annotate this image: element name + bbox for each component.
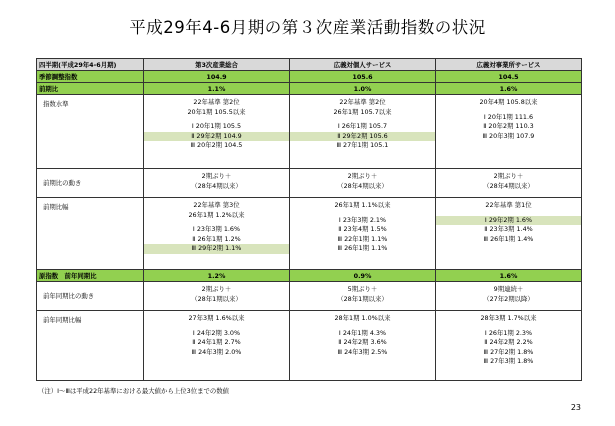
text-line: Ⅲ 24年3期 2.0%	[191, 347, 242, 356]
text-line: 28年1期 1.0%以来	[334, 314, 391, 322]
text-line: 20年4期 105.8以来	[479, 98, 538, 106]
text-line: Ⅰ 24年2期 3.0%	[192, 328, 241, 337]
row-label: 指数水準	[37, 95, 144, 169]
yoy-rate-row	[37, 311, 582, 381]
detail-cell	[436, 198, 582, 270]
text-line: Ⅱ 24年2期 3.6%	[338, 338, 387, 346]
text-line: 26年1期 1.2%以来	[188, 210, 245, 219]
text-line: Ⅰ 20年1期 105.5	[191, 122, 242, 130]
row-label: 前期比の動き	[37, 169, 144, 198]
text-line: Ⅱ 24年1期 2.7%	[192, 338, 241, 346]
value-cell: 104.9	[144, 71, 290, 83]
value-cell: 1.0%	[290, 83, 436, 95]
text-line: Ⅱ 23年3期 1.4%	[484, 225, 533, 233]
text-line: Ⅰ 23年3期 1.6%	[192, 225, 241, 233]
detail-cell	[144, 169, 290, 198]
column-header: 第3次産業総合	[144, 59, 290, 71]
text-line: Ⅰ 26年1期 105.7	[337, 122, 388, 130]
text-line: 2期ぶり＋	[347, 172, 378, 180]
highlighted-rank-line: Ⅱ 29年2期 104.9	[144, 132, 289, 142]
highlighted-rank-line: Ⅱ 29年2期 105.6	[290, 132, 435, 142]
row-label: 前期比	[37, 83, 144, 95]
text-line: Ⅲ 22年1期 1.1%	[337, 234, 388, 243]
text-line: 20年1期 105.5以来	[187, 107, 246, 116]
seasonal-index-row	[37, 71, 582, 83]
index-level-row	[37, 95, 582, 169]
value-cell: 105.6	[290, 71, 436, 83]
highlighted-rank-line: Ⅰ 29年2期 1.6%	[436, 216, 581, 226]
text-line: 22年基準 第2位	[193, 98, 240, 106]
text-line: Ⅰ 24年1期 4.3%	[338, 328, 387, 337]
detail-cell	[144, 282, 290, 311]
text-line: （27年2期以降）	[483, 294, 534, 303]
text-line: 2期ぶり＋	[201, 172, 232, 180]
text-line: 27年3期 1.6%以来	[188, 314, 245, 322]
text-line: 2期ぶり＋	[201, 285, 232, 293]
qoq-rate-row	[37, 198, 582, 270]
column-header: 広義対事業所サービス	[436, 59, 582, 71]
text-line: （28年4期以来）	[337, 181, 388, 190]
page-number: 23	[570, 403, 581, 412]
text-line: Ⅲ 26年1期 1.4%	[483, 234, 534, 243]
footnote: （注）Ⅰ～Ⅲは平成22年基準における最大値から上位3位までの数値	[38, 387, 230, 395]
value-cell: 1.6%	[436, 83, 582, 95]
value-cell: 1.6%	[436, 270, 582, 282]
header-row	[37, 59, 582, 71]
text-line: Ⅱ 23年4期 1.5%	[338, 225, 387, 233]
value-cell: 1.1%	[144, 83, 290, 95]
text-line: Ⅰ 26年1期 2.3%	[484, 328, 533, 337]
detail-cell	[144, 95, 290, 169]
detail-cell	[436, 95, 582, 169]
value-cell: 0.9%	[290, 270, 436, 282]
text-line: Ⅰ 20年1期 111.6	[483, 112, 534, 121]
text-line: （28年4期以来）	[483, 181, 534, 190]
row-label: 前年同期比の動き	[37, 282, 144, 311]
row-label: 原指数 前年同期比	[37, 270, 144, 282]
detail-cell	[290, 282, 436, 311]
yoy-row	[37, 270, 582, 282]
text-line: Ⅲ 27年1期 105.1	[336, 141, 389, 149]
detail-cell	[436, 169, 582, 198]
text-line: 5期ぶり＋	[347, 285, 378, 293]
activity-index-table	[36, 58, 582, 381]
text-line: 22年基準 第3位	[193, 201, 240, 209]
text-line: 28年3期 1.7%以来	[480, 314, 537, 322]
text-line: （28年4期以来）	[191, 181, 242, 190]
highlighted-rank-line: Ⅲ 29年2期 1.1%	[144, 244, 289, 254]
value-cell: 104.5	[436, 71, 582, 83]
qoq-move-row	[37, 169, 582, 198]
detail-cell	[436, 311, 582, 381]
text-line: Ⅲ 20年3期 107.9	[482, 131, 535, 140]
row-label: 季節調整指数	[37, 71, 144, 83]
period-header: 四半期(平成29年4-6月期)	[37, 59, 144, 71]
text-line: 22年基準 第2位	[339, 98, 386, 106]
text-line: Ⅰ 23年3期 2.1%	[338, 215, 387, 224]
row-label: 前期比幅	[37, 198, 144, 270]
detail-cell	[436, 282, 582, 311]
detail-cell	[290, 198, 436, 270]
page-title: 平成29年4-6月期の第３次産業活動指数の状況	[129, 18, 486, 37]
text-line: 22年基準 第1位	[485, 201, 532, 209]
text-line: Ⅱ 26年1期 1.2%	[192, 234, 241, 243]
detail-cell	[290, 311, 436, 381]
detail-cell	[290, 169, 436, 198]
text-line: Ⅲ 27年3期 1.8%	[483, 357, 534, 365]
text-line: 2期ぶり＋	[493, 172, 524, 180]
text-line: （28年1期以来）	[337, 294, 388, 303]
value-cell: 1.2%	[144, 270, 290, 282]
column-header: 広義対個人サービス	[290, 59, 436, 71]
text-line: Ⅲ 26年1期 1.1%	[337, 244, 388, 252]
qoq-row	[37, 83, 582, 95]
row-label: 前年同期比幅	[37, 311, 144, 381]
text-line: Ⅲ 24年3期 2.5%	[337, 347, 388, 356]
text-line: 26年1期 1.1%以来	[334, 201, 391, 209]
detail-cell	[144, 198, 290, 270]
text-line: 9期連続＋	[493, 285, 524, 293]
detail-cell	[144, 311, 290, 381]
text-line: （28年1期以来）	[191, 294, 242, 303]
text-line: 26年1期 105.7以来	[333, 107, 392, 116]
text-line: Ⅲ 27年2期 1.8%	[483, 347, 534, 356]
text-line: Ⅱ 24年2期 2.2%	[484, 338, 533, 346]
text-line: Ⅲ 20年2期 104.5	[190, 141, 243, 149]
text-line: Ⅱ 20年2期 110.3	[483, 122, 534, 130]
detail-cell	[290, 95, 436, 169]
yoy-move-row	[37, 282, 582, 311]
